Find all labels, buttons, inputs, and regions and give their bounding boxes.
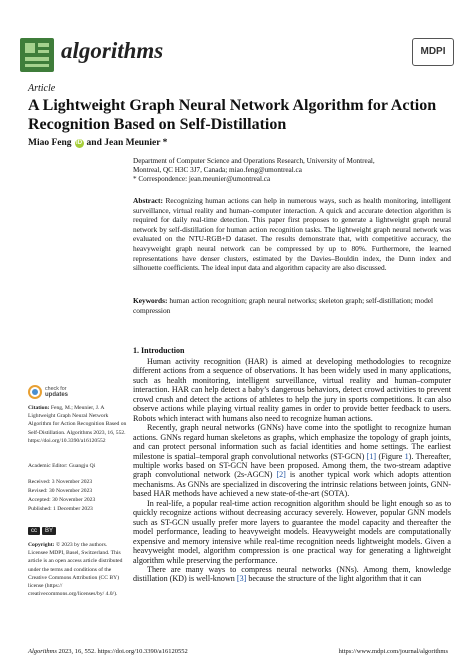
citation-label: Citation: (28, 405, 50, 411)
paragraph-1: Human activity recognition (HAR) is aimed at developing methodologies to recognize different actions from a sequence of observations. It has been widely used in many applications, such as health monitoring, intelligent surveillance, virtual reality and human–computer interaction. HAR can help detect a baby’s dangerous behaviors, detect crowd activities to prevent crowd crush and detect the actions of athletes to help the jury in sports competitions. It can also observe actions while playing virtual reality games in order to provide better feedback to users. Robots which interact with humans also need to recognize human actions. (133, 357, 451, 423)
journal-name: algorithms (61, 38, 164, 63)
paragraph-2: Recently, graph neural networks (GNNs) have come into the spotlight to recognize human actions. GNNs regard human skeletons as graphs, which emphasize the topology of graph joints, and can protect personal information such as facial identities and home settings. The earliest milestone is spatial–temporal graph convolutional networks (ST-GCN) [1] (Figure 1). Thereafter, multiple works based on ST-GCN have been proposed. Among them, the two-stream adaptive graph convolutional network (2s-AGCN) [2] is another typical work which adopts attention mechanisms. As GNNs are specialized in discovering the intrinsic relations between joints, GNN-based HAR methods have achieved a new state-of-the-art (SOTA). (133, 423, 451, 499)
footer-journal: Algorithms (28, 648, 57, 655)
article-title: A Lightweight Graph Neural Network Algorithm for Action Recognition Based on Self-Distillation (28, 97, 437, 133)
article-type: Article (28, 83, 56, 94)
published-date: Published: 1 December 2023 (28, 506, 93, 512)
paragraph-4: There are many ways to compress neural networks (NNs). Among them, knowledge distillation (KD) is well-known [3] because the structure of the light algorithm that it can (133, 564, 451, 584)
check-for-updates-button[interactable] (28, 385, 68, 399)
footer-citation (28, 648, 188, 655)
academic-editor: Academic Editor: Guangju Qi (28, 463, 96, 469)
authors (28, 138, 167, 148)
update-check-icon (28, 385, 42, 399)
abstract-label: Abstract: (133, 196, 163, 205)
body-text (133, 357, 451, 584)
received-date: Received: 3 November 2023 (28, 479, 93, 485)
abstract (133, 196, 451, 273)
reference-link-1[interactable]: [1] (366, 451, 377, 461)
figure-link-1[interactable]: 1 (404, 451, 409, 461)
updates-line-2: updates (45, 392, 69, 398)
footer-doi[interactable]: 2023, 16, 552. https://doi.org/10.3390/a16120552 (58, 648, 188, 655)
cc-label: cc (28, 527, 40, 535)
reference-link-2[interactable]: [2] (276, 470, 286, 480)
footer (28, 648, 448, 655)
copyright-text: © 2023 by the authors. Licensee MDPI, Basel, Switzerland. This article is an open access article distributed under the terms and conditions of the Creative Commons Attribution (CC BY) license (https:// creativecommons.org/licenses/by/ 4.0/). (28, 542, 123, 598)
abstract-text: Recognizing human actions can help in numerous ways, such as health monitoring, intelligent surveillance, virtual reality and human–computer interaction. A quick and accurate detection algorithm is required for daily real-time detection. This paper first proposes to generate a lightweight graph neural network by self-distillation for human action recognition tasks. The lightweight graph neural network was evaluated on the NTU-RGB+D dataset. The results demonstrate that, with competitive accuracy, the heavyweight graph neural network can be compressed by up to 80%. Furthermore, the learned representations have denser clusters, estimated by the Davies–Bouldin index, the Dunn index and silhouette coefficients. The ideal input data and algorithm capacity are also discussed. (133, 196, 451, 273)
keywords-label: Keywords: (133, 296, 168, 305)
keywords (133, 296, 451, 315)
keywords-text: human action recognition; graph neural networks; skeleton graph; self-distillation; model compression (133, 296, 434, 315)
affiliation-line-1: Department of Computer Science and Operations Research, University of Montreal, (133, 157, 375, 165)
publisher-name: MDPI (412, 38, 454, 66)
section-heading: 1. Introduction (133, 346, 185, 355)
orcid-icon[interactable]: iD (76, 139, 83, 146)
correspondence: * Correspondence: jean.meunier@umontreal.ca (133, 175, 271, 184)
accepted-date: Accepted: 30 November 2023 (28, 497, 96, 503)
citation (28, 404, 128, 445)
publisher-logo-icon (412, 38, 454, 66)
paragraph-3: In real-life, a popular real-time action recognition algorithm should be light enough so as to quickly recognize actions without decreasing accuracy severely. However, popular GNN models such as ST-GCN usually prefer more layers to guarantee the model capacity and thereafter the model performance, leading to heavyweight models. Heavyweight models are computationally expensive and memory intensive while real-time recognition needs lightweight models. Given a heavyweight model, algorithm compression is one practical way for generating a lightweight algorithm while preserving the performance. (133, 498, 451, 565)
reference-link-3[interactable]: [3] (236, 574, 247, 584)
affiliation-line-2: Montreal, QC H3C 3J7, Canada; miao.feng@umontreal.ca (133, 166, 302, 175)
affiliation (133, 157, 433, 185)
copyright-label: Copyright: (28, 542, 55, 548)
journal-logo-icon (20, 38, 54, 72)
copyright (28, 541, 128, 598)
footer-journal-url[interactable]: https://www.mdpi.com/journal/algorithms (338, 648, 448, 655)
updates-line-1: check for (45, 386, 67, 392)
citation-text[interactable]: Feng, M.; Meunier, J. A Lightweight Graph Neural Network Algorithm for Action Recognition Based on Self-Distillation. Algorithms 2023, 16, 552. https://doi.org/10.3390/a16120552 (28, 405, 127, 444)
revised-date: Revised: 30 November 2023 (28, 488, 93, 494)
author-1[interactable]: Miao Feng (28, 138, 72, 148)
by-label: BY (42, 527, 56, 535)
cc-by-license-icon[interactable] (28, 527, 56, 535)
author-2[interactable]: and Jean Meunier * (86, 138, 168, 148)
